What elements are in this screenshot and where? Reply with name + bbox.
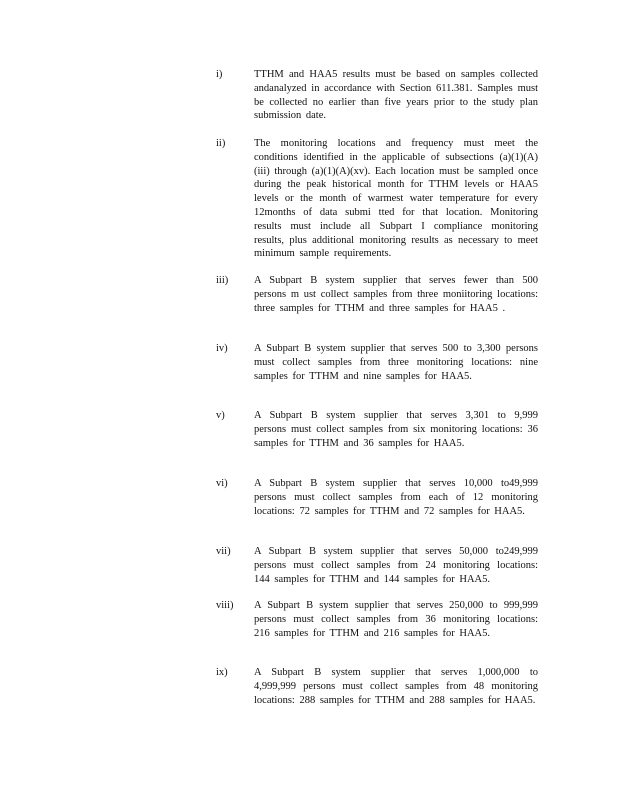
item-text: The monitoring locations and frequency must meet the conditions identified in the applicable of subsections (a)(1)(A)(iii) through (a)(1)(A)(xv). Each location must be sampled once during the peak historical month for TTHM levels or HAA5 levels or the month of warmest water temperature for every 12months of data submi tted for that location. Monitoring results must include all Subpart I compliance monitoring results, plus additional monitoring results as necessary to meet minimum sample requirements. — [254, 138, 538, 260]
item-marker: vi) — [216, 478, 228, 489]
item-marker: iii) — [216, 275, 229, 286]
item-text: A Subpart B system supplier that serves 1,000,000 to 4,999,999 persons must collect samples from 48 monitoring locations: 288 samples for TTHM and 288 samples for HAA5. — [254, 667, 538, 706]
item-text: A Subpart B system supplier that serves 3,301 to 9,999 persons must collect samples from six monitoring locations: 36 samples for TTHM and 36 samples for HAA5. — [254, 410, 538, 449]
item-marker: v) — [216, 410, 225, 421]
item-text: TTHM and HAA5 results must be based on samples collected andanalyzed in accordance with Section 611.381. Samples must be collected no earlier than five years prior to the study plan submission date. — [254, 69, 538, 122]
item-text: A Subpart B system supplier that serves 50,000 to249,999 persons must collect samples from 24 monitoring locations: 144 samples for TTHM and 144 samples for HAA5. — [254, 546, 538, 585]
item-text: A Subpart B system supplier that serves 250,000 to 999,999 persons must collect samples from 36 monitoring locations: 216 samples for TTHM and 216 samples for HAA5. — [254, 600, 538, 639]
item-text: A Subpart B system supplier that serves fewer than 500 persons m ust collect samples from three moniitoring locations: three samples for TTHM and three samples for HAA5 . — [254, 275, 538, 314]
item-text: A Subpart B system supplier that serves 10,000 to49,999 persons must collect samples from each of 12 monitoring locations: 72 samples for TTHM and 72 samples for HAA5. — [254, 478, 538, 517]
item-marker: vii) — [216, 546, 231, 557]
item-marker: i) — [216, 69, 223, 80]
item-marker: iv) — [216, 343, 228, 354]
item-marker: ix) — [216, 667, 228, 678]
item-marker: viii) — [216, 600, 234, 611]
item-marker: ii) — [216, 138, 226, 149]
item-text: A Subpart B system supplier that serves 500 to 3,300 persons must collect samples from three monitoring locations: nine samples for TTHM and nine samples for HAA5. — [254, 343, 538, 382]
